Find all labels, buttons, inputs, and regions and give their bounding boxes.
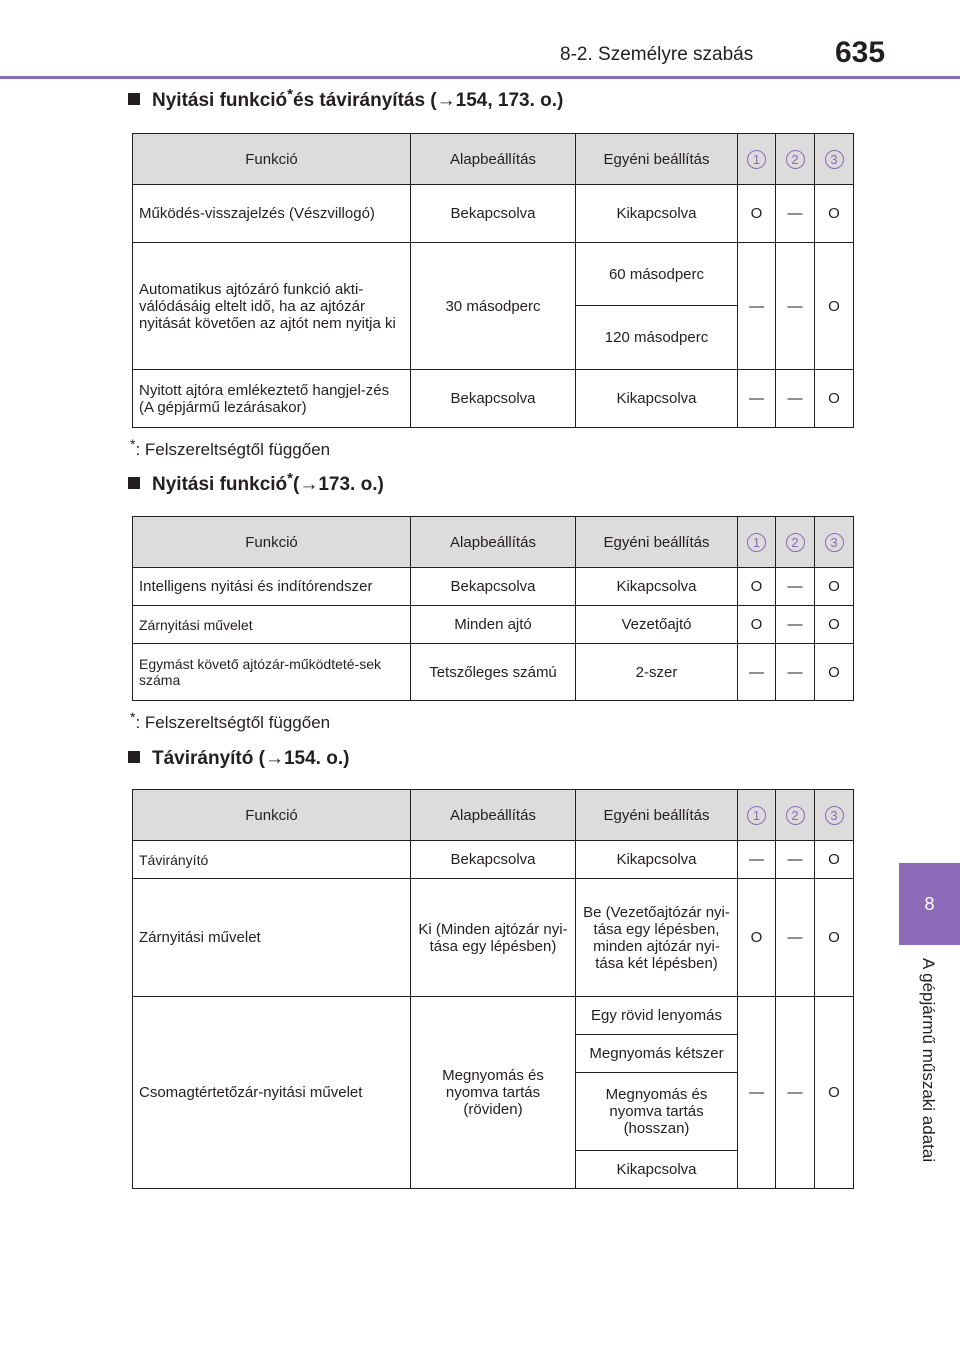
col-header-default: Alapbeállítás <box>411 134 576 185</box>
table-cell-custom: Kikapcsolva <box>576 568 738 606</box>
section-heading-2 <box>128 470 384 496</box>
col-header-default: Alapbeállítás <box>411 517 576 568</box>
number-1-icon: 1 <box>747 150 766 169</box>
settings-table-2 <box>132 516 854 701</box>
bullet-square-icon <box>128 477 140 489</box>
table-cell-function: Működés-visszajelzés (Vészvillogó) <box>133 185 411 243</box>
col-header-default: Alapbeállítás <box>411 790 576 841</box>
number-2-icon: 2 <box>786 806 805 825</box>
table-cell-mark: O <box>815 879 854 997</box>
settings-table-3 <box>132 789 854 1189</box>
table-cell-mark: — <box>776 606 815 644</box>
table-cell-mark: O <box>738 879 776 997</box>
table-cell-default: Minden ajtó <box>411 606 576 644</box>
col-header-function: Funkció <box>133 517 411 568</box>
table-cell-default: Bekapcsolva <box>411 370 576 428</box>
bullet-square-icon <box>128 751 140 763</box>
settings-table-1 <box>132 133 854 428</box>
table-cell-custom: 120 másodperc <box>576 306 738 370</box>
table-cell-mark: O <box>815 568 854 606</box>
footnote-text: : Felszereltségtől függően <box>135 713 331 732</box>
table-cell-mark: O <box>815 185 854 243</box>
table-cell-custom: Megnyomás és nyomva tartás (hosszan) <box>576 1073 738 1151</box>
footnote-star: * <box>287 470 293 487</box>
table-cell-default: Bekapcsolva <box>411 185 576 243</box>
table-cell-default: Megnyomás és nyomva tartás (röviden) <box>411 997 576 1189</box>
table-cell-custom: 60 másodperc <box>576 243 738 306</box>
table-cell-custom: Kikapcsolva <box>576 185 738 243</box>
section-title-pre: Nyitási funkció <box>152 90 288 111</box>
table-cell-function: Automatikus ajtózáró funkció akti-válódásáig eltelt idő, ha az ajtózár nyitását követően az ajtót nem nyitja ki <box>133 243 411 370</box>
section-title: Távirányító (→154. o.) <box>152 748 350 769</box>
page-number: 635 <box>835 36 886 69</box>
table-cell-mark: O <box>815 644 854 701</box>
table-cell-default: Bekapcsolva <box>411 841 576 879</box>
footnote-star: * <box>130 436 136 452</box>
section-heading-1 <box>128 86 564 112</box>
table-cell-mark: — <box>738 243 776 370</box>
footnote-star: * <box>130 709 136 725</box>
table-cell-custom: Megnyomás kétszer <box>576 1035 738 1073</box>
table-cell-mark: — <box>738 841 776 879</box>
table-cell-default: Bekapcsolva <box>411 568 576 606</box>
col-header-function: Funkció <box>133 134 411 185</box>
number-2-icon: 2 <box>786 533 805 552</box>
table-cell-mark: O <box>738 568 776 606</box>
table-cell-mark: O <box>815 997 854 1189</box>
table-cell-mark: — <box>738 644 776 701</box>
table-cell-mark: — <box>738 370 776 428</box>
number-2-icon: 2 <box>786 150 805 169</box>
number-3-icon: 3 <box>825 533 844 552</box>
table-cell-mark: O <box>738 185 776 243</box>
col-header-custom: Egyéni beállítás <box>576 134 738 185</box>
footnote-text: : Felszereltségtől függően <box>135 440 331 459</box>
number-1-icon: 1 <box>747 806 766 825</box>
table-cell-function: Nyitott ajtóra emlékeztető hangjel-zés (A gépjármű lezárásakor) <box>133 370 411 428</box>
chapter-title: A gépjármű műszaki adatai <box>919 958 938 1163</box>
number-3-icon: 3 <box>825 150 844 169</box>
table-cell-custom: Kikapcsolva <box>576 1151 738 1189</box>
table-cell-custom: Kikapcsolva <box>576 841 738 879</box>
table-cell-function: Zárnyitási művelet <box>133 606 411 644</box>
table-cell-mark: — <box>776 185 815 243</box>
table-cell-custom: Vezetőajtó <box>576 606 738 644</box>
table-cell-custom: Kikapcsolva <box>576 370 738 428</box>
table-cell-default: 30 másodperc <box>411 243 576 370</box>
table-cell-default: Ki (Minden ajtózár nyi-tása egy lépésben) <box>411 879 576 997</box>
section-title-pre: Nyitási funkció <box>152 474 288 495</box>
table-cell-default: Tetszőleges számú <box>411 644 576 701</box>
bullet-square-icon <box>128 93 140 105</box>
table-cell-custom: 2-szer <box>576 644 738 701</box>
section-heading-3 <box>128 748 349 770</box>
table-cell-custom: Be (Vezetőajtózár nyi-tása egy lépésben, minden ajtózár nyi-tása két lépésben) <box>576 879 738 997</box>
table-cell-mark: — <box>738 997 776 1189</box>
col-header-custom: Egyéni beállítás <box>576 790 738 841</box>
table-cell-function: Távirányító <box>133 841 411 879</box>
footnote-star: * <box>287 86 293 103</box>
table-cell-mark: — <box>776 243 815 370</box>
table-cell-mark: — <box>776 841 815 879</box>
table-cell-mark: O <box>815 841 854 879</box>
table-cell-function: Csomagtértetőzár-nyitási művelet <box>133 997 411 1189</box>
table-cell-function: Intelligens nyitási és indítórendszer <box>133 568 411 606</box>
section-title-post: (→173. o.) <box>293 474 384 495</box>
number-3-icon: 3 <box>825 806 844 825</box>
table-cell-function: Egymást követő ajtózár-működteté-sek száma <box>133 644 411 701</box>
table-cell-function: Zárnyitási művelet <box>133 879 411 997</box>
col-header-custom: Egyéni beállítás <box>576 517 738 568</box>
table-cell-mark: O <box>815 606 854 644</box>
header-rule <box>0 76 960 79</box>
footnote-2 <box>130 709 331 733</box>
col-header-function: Funkció <box>133 790 411 841</box>
section-title-post: és távirányítás (→154, 173. o.) <box>293 90 564 111</box>
table-cell-mark: — <box>776 568 815 606</box>
table-cell-mark: O <box>815 243 854 370</box>
number-1-icon: 1 <box>747 533 766 552</box>
chapter-tab[interactable]: 8 <box>899 863 960 945</box>
table-cell-mark: — <box>776 370 815 428</box>
table-cell-mark: O <box>815 370 854 428</box>
table-cell-mark: — <box>776 997 815 1189</box>
table-cell-mark: — <box>776 644 815 701</box>
table-cell-mark: O <box>738 606 776 644</box>
footnote-1 <box>130 436 331 460</box>
header-title: 8-2. Személyre szabás <box>560 44 754 65</box>
table-cell-mark: — <box>776 879 815 997</box>
table-cell-custom: Egy rövid lenyomás <box>576 997 738 1035</box>
